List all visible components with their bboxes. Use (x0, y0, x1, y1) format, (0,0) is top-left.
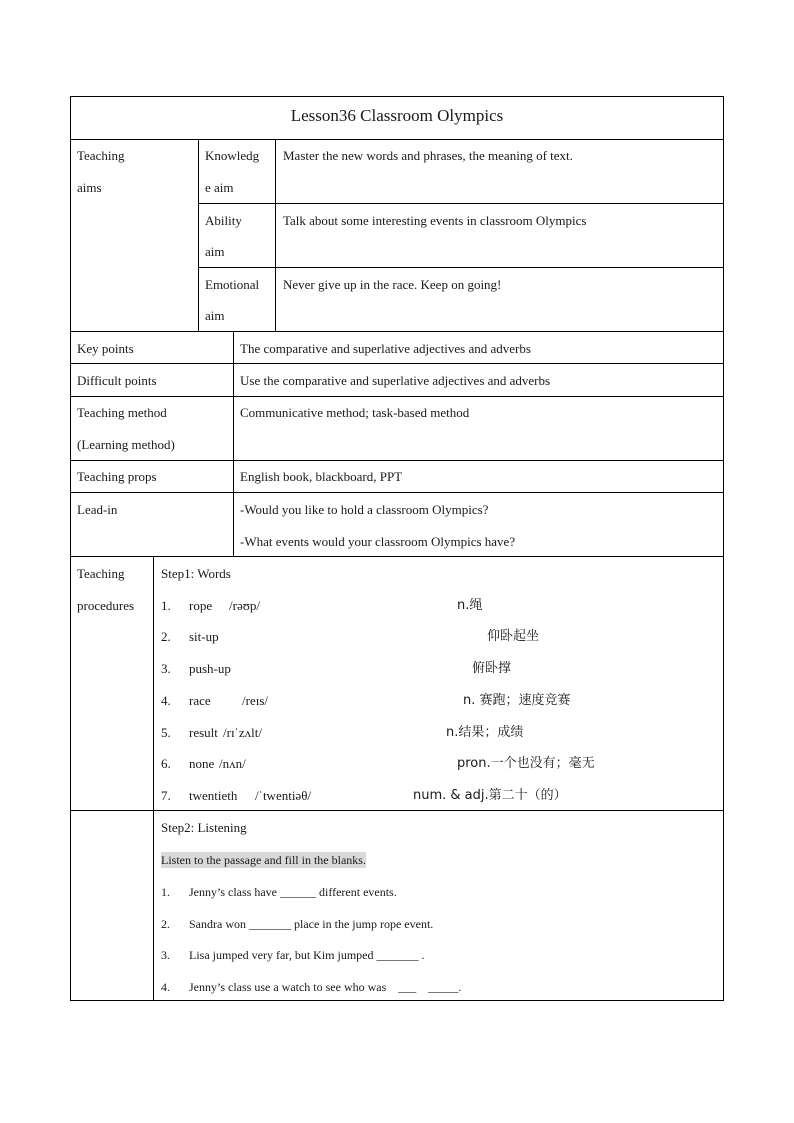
question-number: 1. (161, 885, 170, 899)
key-points-text: The comparative and superlative adjectives and adverbs (240, 341, 531, 356)
word-meaning: n.绳 (457, 598, 483, 613)
step1-title: Step1: Words (161, 566, 231, 581)
word-meaning: n. 赛跑；速度竞赛 (463, 693, 571, 708)
ability-aim-label-line1: Ability (205, 213, 242, 228)
procedures-label-line1: Teaching (77, 566, 125, 581)
word-phonetic: /ˈtwentiəθ/ (255, 788, 312, 803)
word-meaning: 俯卧撑 (472, 661, 512, 676)
lead-in-line2: -What events would your classroom Olympics have? (240, 534, 516, 549)
word-meaning: pron.一个也没有；毫无 (457, 756, 595, 771)
knowledge-aim-text: Master the new words and phrases, the meaning of text. (283, 148, 573, 163)
teaching-method-label-line1: Teaching method (77, 405, 167, 420)
word-number: 4. (161, 693, 171, 708)
word-number: 3. (161, 661, 171, 676)
teaching-props-text: English book, blackboard, PPT (240, 469, 403, 484)
word-meaning: num. & adj.第二十（的） (413, 788, 567, 803)
word-meaning: n.结果；成绩 (446, 725, 524, 740)
knowledge-aim-label-line1: Knowledg (205, 148, 260, 163)
step2-title: Step2: Listening (161, 820, 247, 835)
word-phonetic: /rɪˈzʌlt/ (223, 725, 262, 740)
word-term: rope (189, 598, 213, 613)
word-phonetic: /nʌn/ (219, 756, 246, 771)
word-number: 7. (161, 788, 171, 803)
word-term: result (189, 725, 218, 740)
teaching-method-label-line2: (Learning method) (77, 437, 175, 452)
emotional-aim-label-line1: Emotional (205, 277, 260, 292)
emotional-aim-text: Never give up in the race. Keep on going! (283, 277, 502, 292)
listening-instruction: Listen to the passage and fill in the blanks. (161, 853, 366, 867)
question-number: 4. (161, 980, 170, 994)
word-term: push-up (189, 661, 231, 676)
question-number: 2. (161, 917, 170, 931)
question-text: Jenny’s class have ______ different events. (189, 885, 397, 899)
difficult-points-text: Use the comparative and superlative adjectives and adverbs (240, 373, 551, 388)
word-meaning: 仰卧起坐 (487, 629, 540, 644)
teaching-aims-label-line2: aims (77, 180, 102, 195)
emotional-aim-label-line2: aim (205, 308, 225, 323)
teaching-aims-label-line1: Teaching (77, 148, 125, 163)
teaching-props-label: Teaching props (77, 469, 157, 484)
question-text: Jenny’s class use a watch to see who was ___ _____. (189, 980, 462, 994)
question-text: Sandra won _______ place in the jump rope event. (189, 917, 434, 931)
word-term: none (189, 756, 215, 771)
difficult-points-label: Difficult points (77, 373, 157, 388)
ability-aim-label-line2: aim (205, 244, 225, 259)
teaching-method-text: Communicative method; task-based method (240, 405, 470, 420)
word-number: 1. (161, 598, 171, 613)
word-term: sit-up (189, 629, 219, 644)
word-term: race (189, 693, 211, 708)
word-term: twentieth (189, 788, 238, 803)
word-phonetic: /rəʊp/ (229, 598, 260, 613)
word-number: 2. (161, 629, 171, 644)
procedures-label-line2: procedures (77, 598, 135, 613)
page-title: Lesson36 Classroom Olympics (290, 106, 504, 125)
question-text: Lisa jumped very far, but Kim jumped _______ . (189, 948, 425, 962)
question-number: 3. (161, 948, 170, 962)
lead-in-line1: -Would you like to hold a classroom Olympics? (240, 502, 489, 517)
word-number: 5. (161, 725, 171, 740)
word-number: 6. (161, 756, 171, 771)
knowledge-aim-label-line2: e aim (205, 180, 234, 195)
word-phonetic: /reɪs/ (242, 693, 268, 708)
key-points-label: Key points (77, 341, 134, 356)
ability-aim-text: Talk about some interesting events in classroom Olympics (283, 213, 587, 228)
lead-in-label: Lead-in (77, 502, 118, 517)
